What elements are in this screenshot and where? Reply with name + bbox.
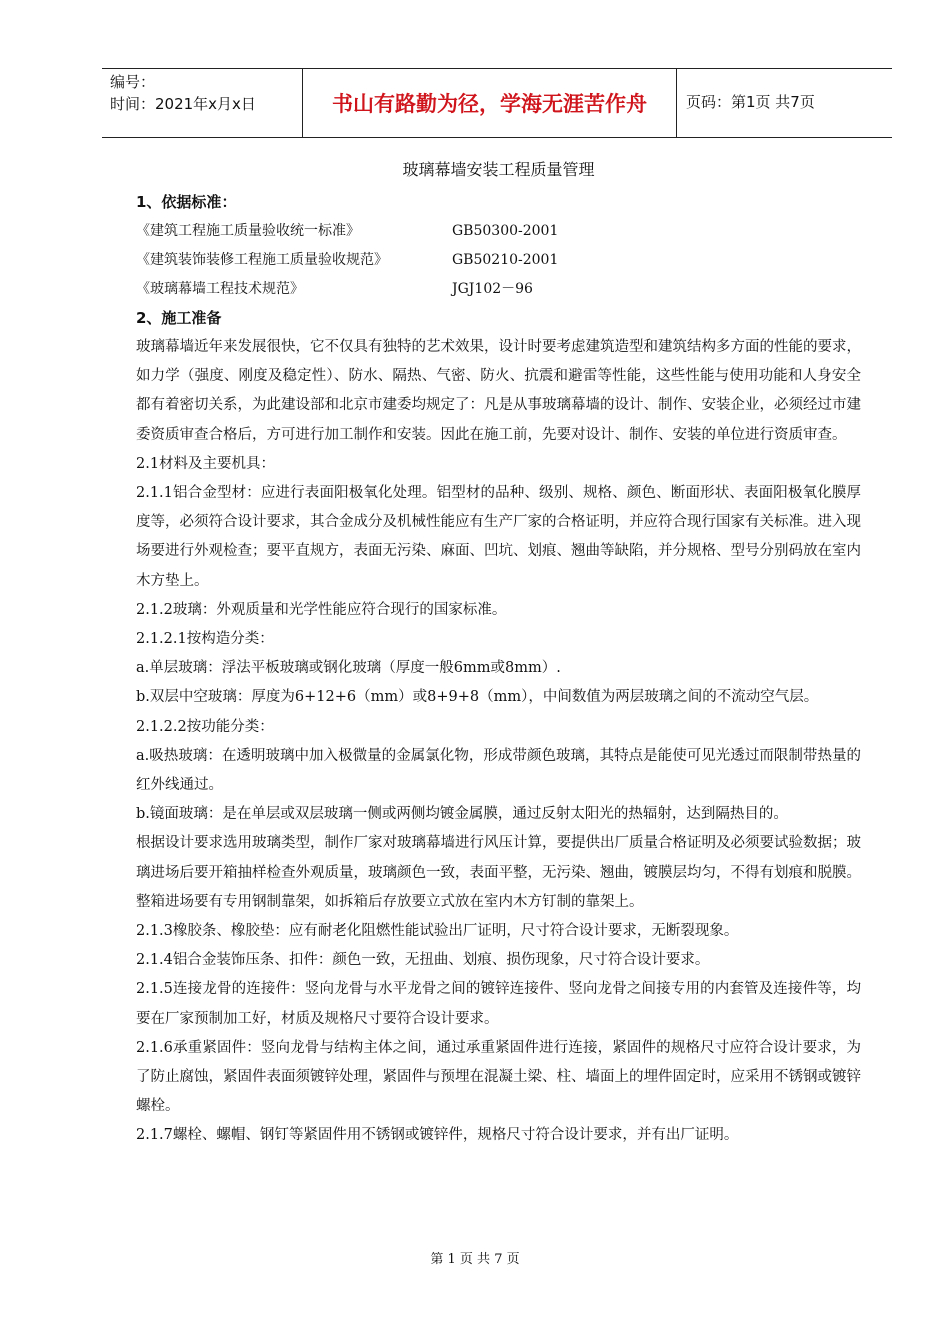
paragraph: 2.1.1铝合金型材：应进行表面阳极氧化处理。铝型材的品种、级别、规格、颜色、断面形状、表面阳极氧化膜厚度等，必须符合设计要求，其合金成分及机械性能应有生产厂家的合格证明，并应符合现行国家有关标准。进入现场要进行外观检查；要平直规方，表面无污染、麻面、凹坑、划痕、翘曲等缺陷，并分规格、型号分别码放在室内木方垫上。 [136, 485, 861, 589]
header-meta [110, 71, 256, 115]
header-divider [676, 69, 677, 137]
paragraph: 2.1.4铝合金装饰压条、扣件：颜色一致，无扭曲、划痕、损伤现象，尺寸符合设计要求。 [136, 952, 710, 969]
standard-name: 《建筑装饰装修工程施工质量验收规范》 [136, 252, 388, 268]
section-heading-1: 1、依据标准： [136, 193, 237, 211]
paragraph: 2.1.2玻璃：外观质量和光学性能应符合现行的国家标准。 [136, 601, 507, 618]
paragraph: 2.1.7螺栓、螺帽、钢钉等紧固件用不锈钢或镀锌件，规格尺寸符合设计要求，并有出厂证明。 [136, 1127, 739, 1144]
standard-name: 《玻璃幕墙工程技术规范》 [136, 281, 304, 297]
header-motto: 书山有路勤为径，学海无涯苦作舟 [332, 92, 647, 116]
paragraph: b.双层中空玻璃：厚度为6+12+6（mm）或8+9+8（mm），中间数值为两层玻璃之间的不流动空气层。 [136, 689, 819, 706]
page-footer: 第 1 页 共 7 页 [430, 1252, 520, 1267]
header-number-label: 编号： [110, 73, 156, 91]
paragraph: 2.1.6承重紧固件：竖向龙骨与结构主体之间，通过承重紧固件进行连接，紧固件的规格尺寸应符合设计要求，为了防止腐蚀，紧固件表面须镀锌处理，紧固件与预埋在混凝土梁、柱、墙面上的埋件固定时，应采用不锈钢或镀锌螺栓。 [136, 1039, 861, 1115]
header-page-number: 页码：第1页 共7页 [686, 93, 815, 111]
page-header [102, 68, 892, 138]
paragraph: 2.1.3橡胶条、橡胶垫：应有耐老化阻燃性能试验出厂证明，尺寸符合设计要求，无断裂现象。 [136, 923, 739, 940]
paragraph: 根据设计要求选用玻璃类型，制作厂家对玻璃幕墙进行风压计算，要提供出厂质量合格证明及必须要试验数据；玻璃进场后要开箱抽样检查外观质量，玻璃颜色一致，表面平整，无污染、翘曲，镀膜层均匀，不得有划痕和脱膜。整箱进场要有专用钢制靠架，如拆箱后存放要立式放在室内木方钉制的靠架上。 [136, 835, 861, 910]
paragraph: 2.1.2.2按功能分类： [136, 718, 274, 735]
standard-code: GB50210-2001 [452, 252, 559, 268]
standard-name: 《建筑工程施工质量验收统一标准》 [136, 223, 360, 239]
paragraph: 玻璃幕墙近年来发展很快，它不仅具有独特的艺术效果，设计时要考虑建筑造型和建筑结构多方面的性能的要求，如力学（强度、刚度及稳定性）、防水、隔热、气密、防火、抗震和避雷等性能，这些性能与使用功能和人身安全都有着密切关系，为此建设部和北京市建委均规定了：凡是从事玻璃幕墙的设计、制作、安装企业，必须经过市建委资质审查合格后，方可进行加工制作和安装。因此在施工前，先要对设计、制作、安装的单位进行资质审查。 [136, 339, 861, 443]
header-date: 时间：2021年x月x日 [110, 95, 256, 113]
paragraph: a.单层玻璃：浮法平板玻璃或钢化玻璃（厚度一般6mm或8mm）. [136, 660, 561, 677]
paragraph: a.吸热玻璃：在透明玻璃中加入极微量的金属氯化物，形成带颜色玻璃，其特点是能使可见光透过而限制带热量的红外线通过。 [136, 747, 861, 794]
paragraph: 2.1材料及主要机具： [136, 455, 276, 472]
standard-row [136, 246, 861, 275]
section-heading-2: 2、施工准备 [136, 309, 222, 327]
document-title: 玻璃幕墙安装工程质量管理 [402, 160, 595, 179]
standard-code: JGJ102－96 [452, 281, 533, 297]
standard-code: GB50300-2001 [452, 223, 559, 239]
paragraph: 2.1.2.1按构造分类： [136, 631, 274, 648]
paragraph: b.镜面玻璃：是在单层或双层玻璃一侧或两侧均镀金属膜，通过反射太阳光的热辐射，达到隔热目的。 [136, 806, 788, 823]
standard-row [136, 217, 861, 246]
document-body [136, 156, 861, 1151]
paragraph: 2.1.5连接龙骨的连接件：竖向龙骨与水平龙骨之间的镀锌连接件、竖向龙骨之间接专用的内套管及连接件等，均要在厂家预制加工好，材质及规格尺寸要符合设计要求。 [136, 981, 861, 1027]
standard-row [136, 275, 861, 304]
